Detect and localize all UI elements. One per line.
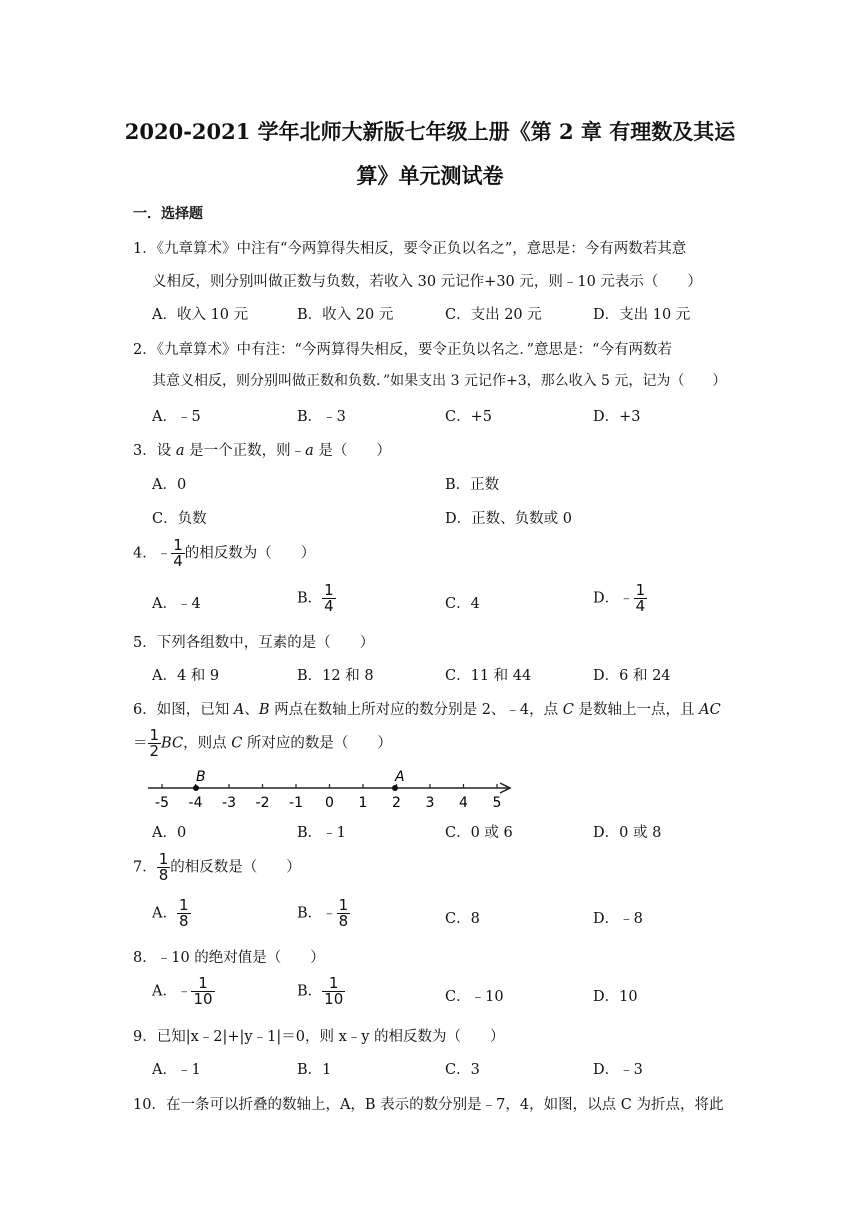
number-line-figure — [146, 768, 518, 812]
question-2-line1: 2．《九章算术》中有注：“今两算得失相反，要令正负以名之．”意思是：“今有两数若 — [133, 342, 672, 358]
frac-num: 1 — [635, 581, 646, 599]
q6-var-bc: BC — [161, 735, 184, 752]
q6-text-2: 两点在数轴上所对应的数分别是 2、﹣4，点 — [269, 702, 563, 718]
number-line-tick-label: -5 — [155, 795, 169, 811]
q6-text-1: 6．如图，已知 — [133, 702, 234, 718]
q2-option-a: A．﹣5 — [152, 409, 201, 425]
number-line-tick-label: 5 — [492, 795, 502, 811]
q4-option-d-label: D．﹣ — [593, 590, 634, 607]
q7-option-b — [297, 898, 350, 929]
question-7 — [133, 852, 301, 883]
q7-a-fraction — [177, 898, 191, 929]
frac-den: 10 — [193, 990, 213, 1008]
number-line-tick-label: -1 — [289, 795, 303, 811]
number-line-tick-label: 2 — [392, 795, 401, 811]
question-1-line2: 义相反，则分别叫做正数与负数，若收入 30 元记作+30 元，则﹣10 元表示（ ） — [152, 274, 702, 290]
q4-frac-den: 4 — [173, 552, 183, 570]
q8-option-b-label: B． — [297, 983, 323, 1000]
q7-option-d: D．﹣8 — [593, 911, 643, 927]
frac-num: 1 — [178, 896, 189, 914]
frac-den: 8 — [158, 866, 169, 884]
q6-comma: 、 — [244, 702, 259, 718]
q8-option-c: C．﹣10 — [445, 989, 504, 1005]
q6-equals: ＝ — [133, 735, 148, 752]
q1-option-c: C．支出 20 元 — [445, 307, 542, 323]
q7-option-c: C．8 — [445, 911, 480, 927]
q8-b-fraction — [322, 976, 345, 1007]
q6-var-a: A — [233, 702, 245, 718]
q6-var-ac: AC — [699, 702, 721, 718]
question-9: 9．已知|x﹣2|+|y﹣1|＝0，则 x﹣y 的相反数为（ ） — [133, 1029, 505, 1045]
q6-option-b: B．﹣1 — [297, 825, 346, 841]
q4-text: 的相反数为（ ） — [184, 545, 316, 562]
frac-num: 1 — [191, 976, 214, 992]
q4-number: 4．﹣ — [133, 545, 172, 562]
frac-num: 1 — [149, 726, 160, 744]
q3-option-a: A．0 — [152, 477, 187, 493]
q9-option-b: B．1 — [297, 1062, 332, 1078]
q4-frac-num: 1 — [173, 536, 183, 554]
q6-fraction — [148, 728, 162, 759]
q3-option-c: C．负数 — [152, 511, 207, 527]
q7-fraction — [157, 852, 171, 883]
q8-option-a-label: A．﹣ — [152, 983, 192, 1000]
q8-a-fraction — [191, 976, 214, 1007]
number-line-tick-label: 4 — [459, 795, 468, 811]
frac-den: 4 — [635, 597, 646, 615]
q6-text-3: 是数轴上一点，且 — [573, 702, 700, 718]
question-1-line1: 1．《九章算术》中注有“今两算得失相反，要令正负以名之”，意思是：今有两数若其意 — [133, 241, 687, 257]
frac-num: 1 — [158, 850, 169, 868]
q2-option-c: C．+5 — [445, 409, 492, 425]
q4-option-c: C．4 — [445, 596, 480, 612]
q5-option-b: B．12 和 8 — [297, 668, 374, 684]
question-5: 5．下列各组数中，互素的是（ ） — [133, 635, 375, 651]
q6-option-d: D．0 或 8 — [593, 825, 662, 841]
q5-option-a: A．4 和 9 — [152, 668, 220, 684]
page-title: 2020-2021 学年北师大新版七年级上册《第 2 章 有理数及其运 — [124, 119, 736, 144]
q6-option-a: A．0 — [152, 825, 187, 841]
question-6-line2 — [133, 728, 392, 759]
q4-option-b — [297, 583, 336, 614]
q7-option-b-label: B．﹣ — [297, 905, 337, 922]
question-6-line1 — [133, 698, 721, 719]
q6-var-b: B — [258, 702, 270, 718]
frac-num: 1 — [324, 581, 334, 599]
number-line-tick-label: 1 — [358, 795, 368, 811]
q7-option-a-label: A． — [152, 905, 177, 922]
q6-var-c: C — [562, 702, 574, 718]
q6-text-5: 所对应的数是（ ） — [242, 735, 392, 752]
q9-option-c: C．3 — [445, 1062, 480, 1078]
frac-den: 8 — [178, 912, 189, 930]
q7-number: 7． — [133, 859, 157, 876]
number-line-tick-label: -4 — [188, 795, 203, 811]
q9-option-a: A．﹣1 — [152, 1062, 201, 1078]
q1-option-d: D．支出 10 元 — [593, 307, 691, 323]
point-b — [193, 785, 199, 791]
question-3 — [133, 439, 391, 460]
q4-option-b-label: B． — [297, 590, 323, 607]
q9-option-d: D．﹣3 — [593, 1062, 643, 1078]
q3-text-post: 是（ ） — [313, 443, 391, 459]
q3-var-a2: a — [305, 443, 314, 459]
q3-text-mid: 是一个正数，则﹣ — [184, 443, 306, 459]
q4-option-d-fraction — [634, 583, 648, 614]
q4-option-d — [593, 583, 647, 614]
point-a — [392, 785, 398, 791]
q3-option-d: D．正数、负数或 0 — [445, 511, 572, 527]
frac-den: 4 — [324, 597, 334, 615]
q6-var-c2: C — [231, 735, 243, 752]
frac-den: 2 — [149, 742, 160, 760]
number-line-tick-label: 3 — [425, 795, 435, 811]
q5-option-c: C．11 和 44 — [445, 668, 532, 684]
q7-option-a — [152, 898, 191, 929]
question-8: 8．﹣10 的绝对值是（ ） — [133, 950, 325, 966]
q2-option-b: B．﹣3 — [297, 409, 346, 425]
q6-text-4: ，则点 — [183, 735, 232, 752]
q4-fraction — [171, 538, 185, 569]
section-heading: 一．选择题 — [133, 206, 203, 222]
q4-option-a: A．﹣4 — [152, 596, 201, 612]
q1-option-b: B．收入 20 元 — [297, 307, 394, 323]
number-line-tick-label: -3 — [222, 795, 236, 811]
number-line-tick-label: -2 — [255, 795, 270, 811]
q3-text-pre: 3．设 — [133, 443, 176, 459]
q6-option-c: C．0 或 6 — [445, 825, 513, 841]
question-4 — [133, 538, 315, 569]
q8-option-b — [297, 976, 345, 1007]
q2-option-d: D．+3 — [593, 409, 641, 425]
page-title-line2: 算》单元测试卷 — [356, 163, 504, 188]
frac-num: 1 — [322, 976, 345, 992]
question-10: 10．在一条可以折叠的数轴上，A，B 表示的数分别是﹣7，4，如图，以点 C 为折点，将此 — [133, 1097, 724, 1113]
q7-b-fraction — [337, 898, 351, 929]
frac-den: 8 — [338, 912, 349, 930]
q5-option-d: D．6 和 24 — [593, 668, 671, 684]
question-2-line2: 其意义相反，则分别叫做正数和负数．”如果支出 3 元记作+3，那么收入 5 元，记为（ ） — [152, 373, 727, 389]
frac-num: 1 — [338, 896, 349, 914]
q1-option-a: A．收入 10 元 — [152, 307, 249, 323]
q4-option-b-fraction — [322, 583, 336, 614]
point-a-label: A — [395, 769, 405, 785]
point-b-label: B — [196, 769, 206, 785]
frac-den: 10 — [324, 990, 344, 1008]
q8-option-d: D．10 — [593, 989, 638, 1005]
q3-option-b: B．正数 — [445, 477, 500, 493]
q8-option-a — [152, 976, 215, 1007]
q3-var-a: a — [175, 443, 185, 459]
q7-text: 的相反数是（ ） — [170, 859, 301, 876]
number-line-tick-label: 0 — [325, 795, 334, 811]
